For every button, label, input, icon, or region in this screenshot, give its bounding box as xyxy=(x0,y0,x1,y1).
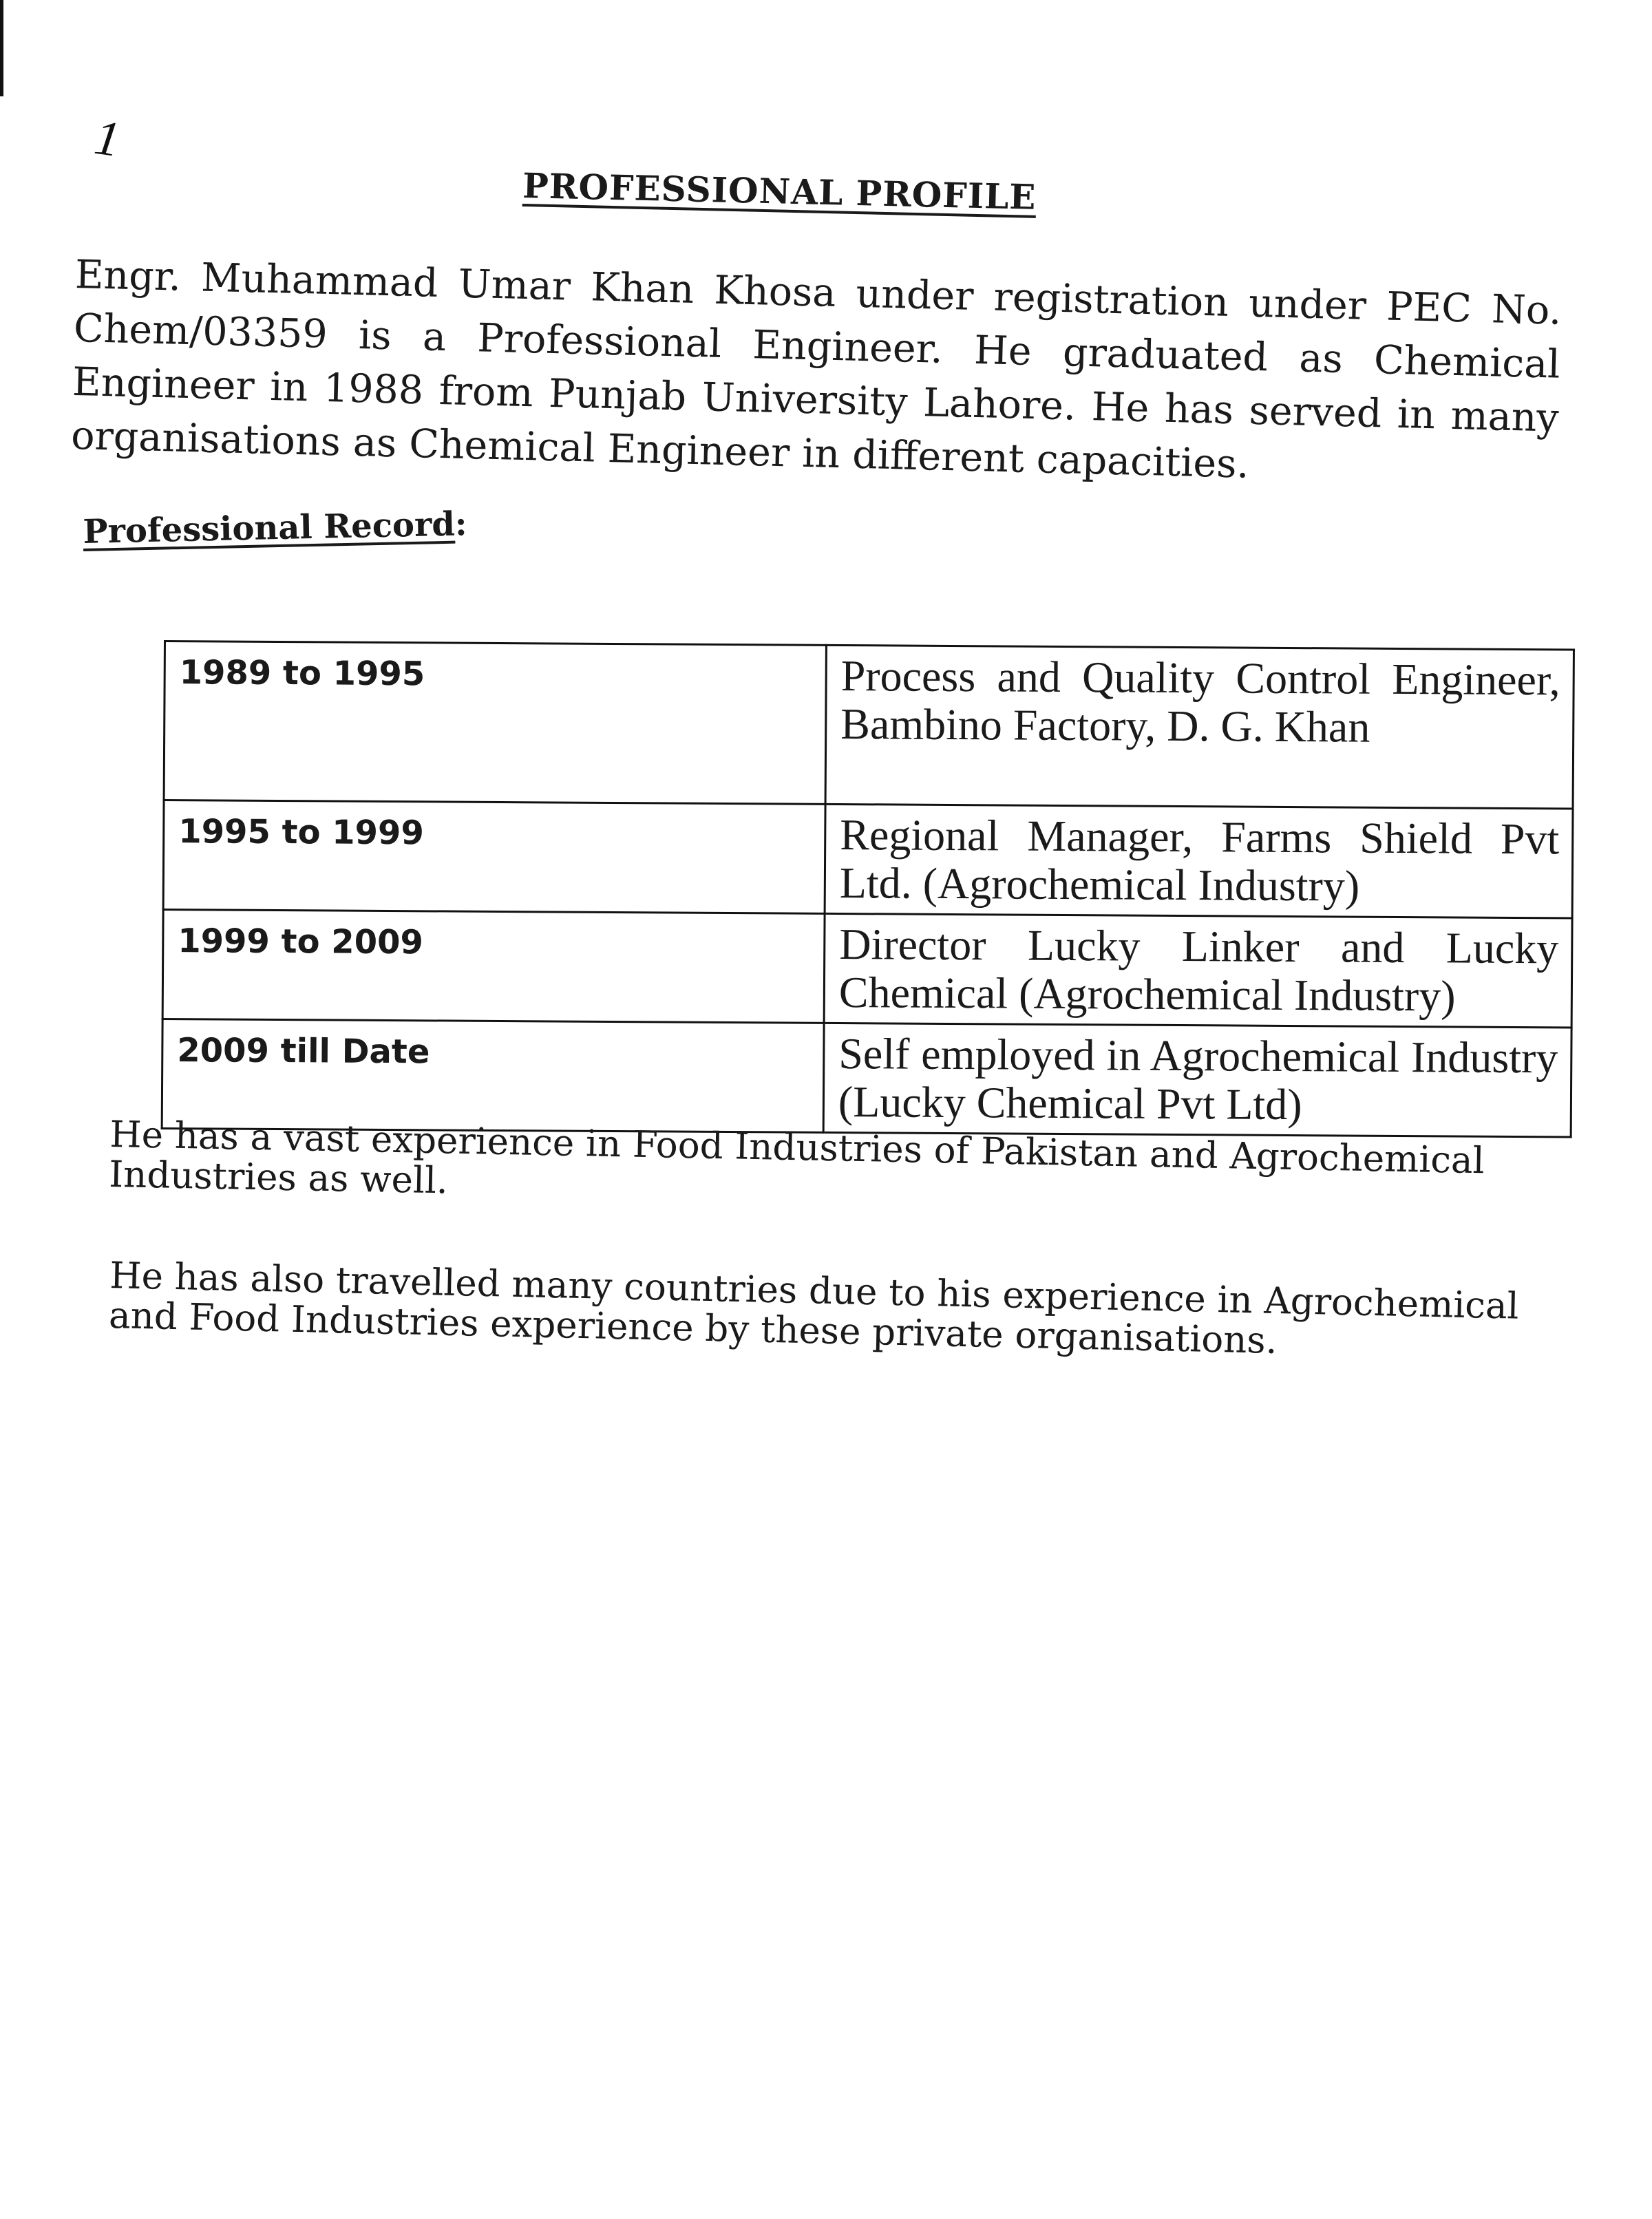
record-role: Self employed in Agrochemical Industry (Lucky Chemical Pvt Ltd) xyxy=(823,1023,1571,1137)
intro-paragraph: Engr. Muhammad Umar Khan Khosa under registration under PEC No. Chem/03359 is a Professional Engineer. He graduated as Chemical Engineer in 1988 from Punjab University Lahore. He has served in many organisations as Chemical Engineer in different capacities. xyxy=(70,251,1563,487)
table-row xyxy=(164,641,1574,809)
record-role: Regional Manager, Farms Shield Pvt Ltd. (Agrochemical Industry) xyxy=(825,804,1573,918)
table-row xyxy=(163,800,1573,919)
record-period: 1995 to 1999 xyxy=(163,800,825,914)
page-edge-mark xyxy=(0,0,3,96)
professional-record-heading xyxy=(83,505,467,551)
travel-paragraph: He has also travelled many countries due to his experience in Agrochemical and Food Industries experience by these private organisations. xyxy=(108,1255,1520,1363)
professional-record-heading-text: Professional Record xyxy=(83,505,456,551)
experience-paragraph: He has a vast experience in Food Industries of Pakistan and Agrochemical Industries as well. xyxy=(108,1114,1485,1202)
record-period: 2009 till Date xyxy=(162,1019,824,1132)
record-role: Process and Quality Control Engineer, Bambino Factory, D. G. Khan xyxy=(825,645,1574,809)
record-role: Director Lucky Linker and Lucky Chemical (Agrochemical Industry) xyxy=(824,913,1572,1028)
professional-record-heading-colon: : xyxy=(454,505,468,544)
record-period: 1999 to 2009 xyxy=(162,910,825,1023)
page-number: 1 xyxy=(91,109,124,168)
page-title: PROFESSIONAL PROFILE xyxy=(522,165,1037,217)
record-period: 1989 to 1995 xyxy=(164,641,826,805)
professional-record-table xyxy=(161,640,1575,1138)
table-row xyxy=(162,910,1572,1028)
